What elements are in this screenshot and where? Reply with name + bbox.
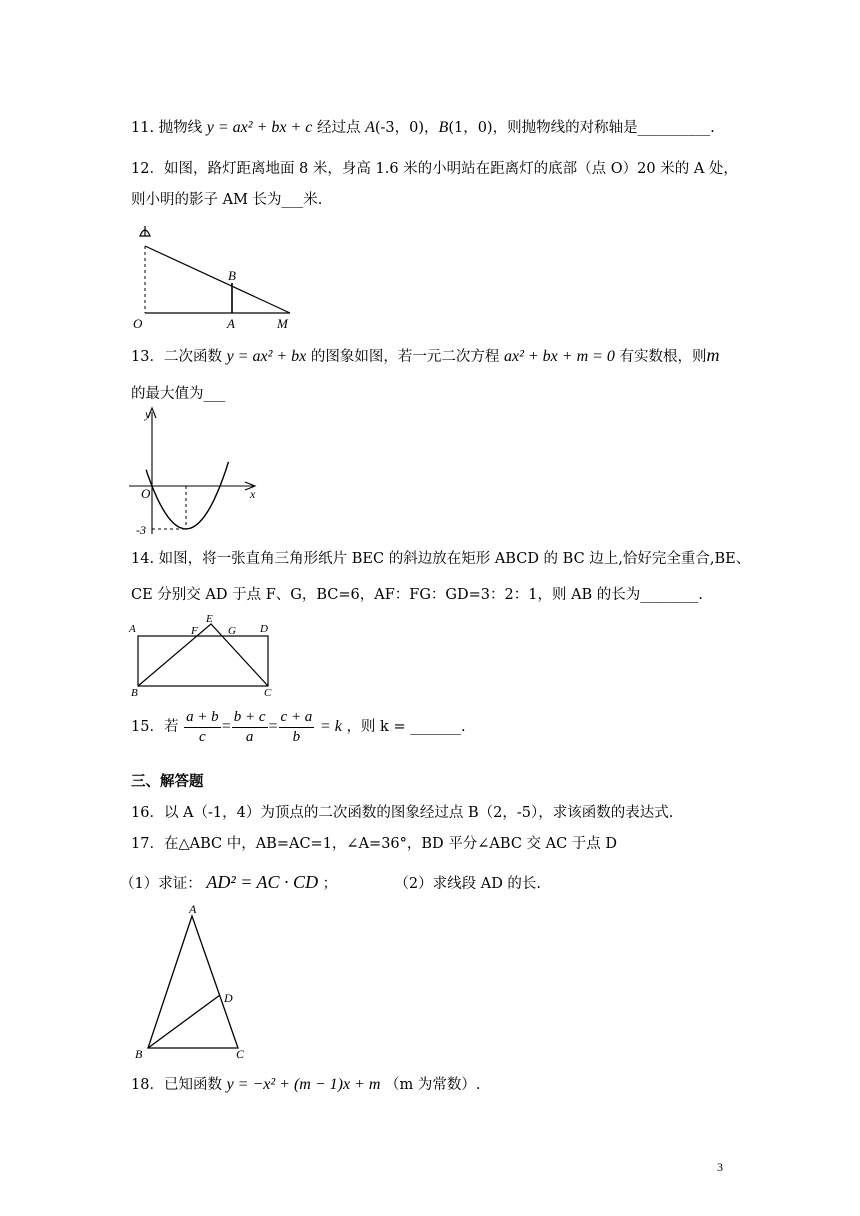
fraction-2: $\frac{b + c}{a}$: [233, 708, 266, 745]
question-12-line-2: 则小明的影子 AM 长为___米.: [131, 192, 323, 208]
page-number: 3: [717, 1160, 723, 1174]
bisector-BD: [148, 995, 220, 1048]
label-M: M: [277, 316, 288, 331]
fraction-1: $\frac{a + b}{c}$: [186, 708, 219, 745]
question-11: 11. 抛物线 y = ax² + bx + c 经过点 A(-3，0)，B(1，0)，则抛物线的对称轴是__________.: [131, 119, 715, 136]
parabola-curve: [146, 462, 228, 529]
label-F: F: [191, 625, 198, 637]
question-14-line-1: 14. 如图，将一张直角三角形纸片 BEC 的斜边放在矩形 ABCD 的 BC 边上,恰好完全重合,BE、: [131, 551, 751, 567]
triangle-BEC: [138, 624, 268, 686]
label-neg3: -3: [136, 523, 146, 537]
streetlight-figure: [128, 220, 298, 332]
question-12-line-1: 12．如图，路灯距离地面 8 米，身高 1.6 米的小明站在距离灯的底部（点 O）20 米的 A 处，: [131, 161, 738, 177]
label-C: C: [264, 687, 272, 698]
label-O: O: [133, 316, 143, 331]
rectangle-triangle-figure: [125, 610, 285, 698]
label-x: x: [250, 487, 256, 501]
triangle-ABC-figure: [128, 902, 258, 1064]
question-15: 15．若 $\frac{a + b}{c}$ = $\frac{b + c}{a}$ = $\frac{c + a}{b}$ = k ，则 k = _______.: [131, 708, 466, 745]
triangle-ABC: [148, 916, 238, 1048]
q18-equation: y = −x² + (m − 1)x + m: [226, 1076, 381, 1093]
question-16: 16．以 A（-1，4）为顶点的二次函数的图象经过点 B（2，-5），求该函数的表达式.: [131, 805, 674, 821]
label-A: A: [227, 316, 235, 331]
label-B: B: [228, 268, 236, 283]
label-A: A: [129, 623, 136, 635]
question-14-line-2: CE 分别交 AD 于点 F、G，BC=6，AF：FG：GD=3：2：1，则 AB 的长为________.: [131, 587, 703, 603]
label-C: C: [236, 1047, 245, 1061]
label-D: D: [260, 623, 268, 635]
label-O: O: [141, 486, 151, 501]
section-title: 三、解答题: [131, 773, 204, 790]
light-ray: [145, 246, 290, 313]
label-A: A: [189, 902, 197, 916]
question-18: 18．已知函数 y = −x² + (m − 1)x + m （m 为常数）.: [131, 1076, 481, 1093]
label-G: G: [228, 625, 236, 637]
label-B: B: [131, 687, 138, 698]
proof-equation: AD² = AC · CD: [206, 872, 319, 892]
label-D: D: [224, 991, 233, 1005]
question-13-line-1: 13．二次函数 y = ax² + bx 的图象如图，若一元二次方程 ax² + bx + m = 0 有实数根，则m: [131, 345, 720, 365]
rectangle-ABCD: [138, 636, 268, 686]
label-B: B: [135, 1047, 143, 1061]
question-17-line-2: （1）求证： AD² = AC · CD ； （2）求线段 AD 的长.: [120, 872, 542, 892]
question-17-line-1: 17．在△ABC 中，AB=AC=1，∠A=36°，BD 平分∠ABC 交 AC 于点 D: [131, 836, 618, 852]
question-13-line-2: 的最大值为___: [131, 386, 226, 402]
parabola-figure: [125, 402, 265, 540]
label-y: y: [145, 407, 151, 421]
q11-equation: y = ax² + bx + c: [206, 119, 313, 136]
label-E: E: [206, 613, 213, 625]
fraction-3: $\frac{c + a}{b}$: [280, 708, 313, 745]
